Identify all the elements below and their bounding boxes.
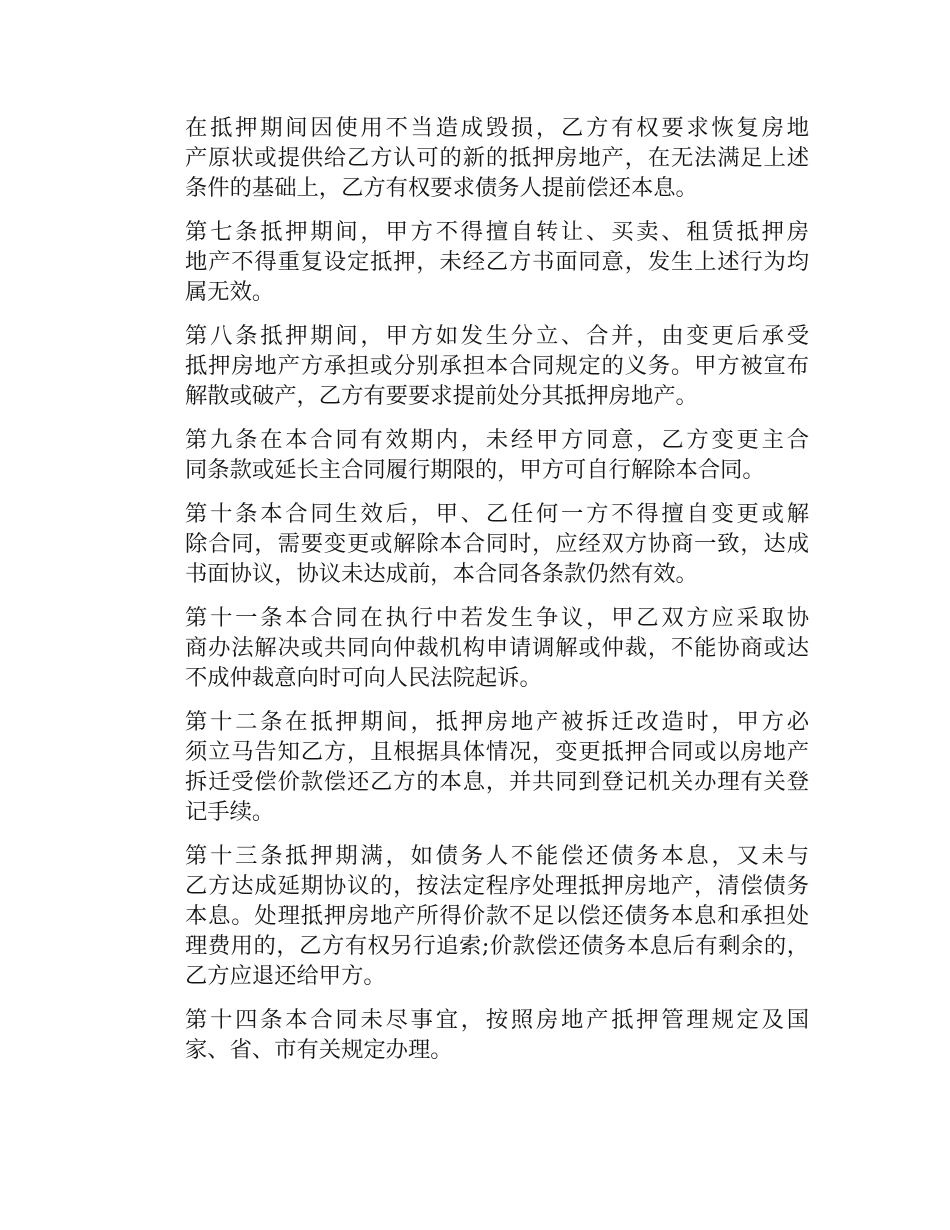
text-line: 地产不得重复设定抵押，未经乙方书面同意，发生上述行为均 <box>185 249 809 275</box>
text-line: 产原状或提供给乙方认可的新的抵押房地产，在无法满足上述 <box>185 145 809 171</box>
paragraph-damage-restoration <box>141 113 809 203</box>
text-line: 拆迁受偿价款偿还乙方的本息，并共同到登记机关办理有关登 <box>185 769 809 795</box>
text-line: 第十四条本合同未尽事宜，按照房地产抵押管理规定及国 <box>185 1007 809 1033</box>
text-line: 理费用的，乙方有权另行追索;价款偿还债务本息后有剩余的， <box>185 933 809 959</box>
text-line: 乙方达成延期协议的，按法定程序处理抵押房地产，清偿债务 <box>185 873 809 899</box>
paragraph-article-9 <box>141 425 809 485</box>
paragraph-article-14 <box>141 1005 809 1065</box>
text-line: 须立马告知乙方，且根据具体情况，变更抵押合同或以房地产 <box>185 739 809 765</box>
text-line: 记手续。 <box>185 799 275 825</box>
text-line: 属无效。 <box>185 279 275 305</box>
text-line: 家、省、市有关规定办理。 <box>185 1037 453 1063</box>
paragraph-article-11 <box>141 603 809 693</box>
text-line: 第七条抵押期间，甲方不得擅自转让、买卖、租赁抵押房 <box>185 219 809 245</box>
text-line: 除合同，需要变更或解除本合同时，应经双方协商一致，达成 <box>185 531 809 557</box>
text-line: 第十三条抵押期满，如债务人不能偿还债务本息，又未与 <box>185 843 809 869</box>
text-line: 本息。处理抵押房地产所得价款不足以偿还债务本息和承担处 <box>185 903 809 929</box>
text-line: 同条款或延长主合同履行期限的，甲方可自行解除本合同。 <box>185 457 765 483</box>
paragraph-article-7 <box>141 217 809 307</box>
text-line: 第十二条在抵押期间，抵押房地产被拆迁改造时，甲方必 <box>185 709 809 735</box>
text-line: 第十一条本合同在执行中若发生争议，甲乙双方应采取协 <box>185 605 809 631</box>
text-line: 解散或破产，乙方有要要求提前处分其抵押房地产。 <box>185 383 698 409</box>
paragraph-article-8 <box>141 321 809 411</box>
text-line: 商办法解决或共同向仲裁机构申请调解或仲裁，不能协商或达 <box>185 635 809 661</box>
text-line: 不成仲裁意向时可向人民法院起诉。 <box>185 665 542 691</box>
text-line: 第八条抵押期间，甲方如发生分立、合并，由变更后承受 <box>185 323 809 349</box>
text-line: 在抵押期间因使用不当造成毁损，乙方有权要求恢复房地 <box>185 115 809 141</box>
text-line: 第十条本合同生效后，甲、乙任何一方不得擅自变更或解 <box>185 501 809 527</box>
text-line: 第九条在本合同有效期内，未经甲方同意，乙方变更主合 <box>185 427 809 453</box>
paragraph-article-12 <box>141 707 809 827</box>
paragraph-article-13 <box>141 841 809 991</box>
text-line: 条件的基础上，乙方有权要求债务人提前偿还本息。 <box>185 175 698 201</box>
text-line: 乙方应退还给甲方。 <box>185 963 386 989</box>
paragraph-article-10 <box>141 499 809 589</box>
document-body <box>141 113 809 1079</box>
text-line: 书面协议，协议未达成前，本合同各条款仍然有效。 <box>185 561 698 587</box>
text-line: 抵押房地产方承担或分别承担本合同规定的义务。甲方被宣布 <box>185 353 809 379</box>
